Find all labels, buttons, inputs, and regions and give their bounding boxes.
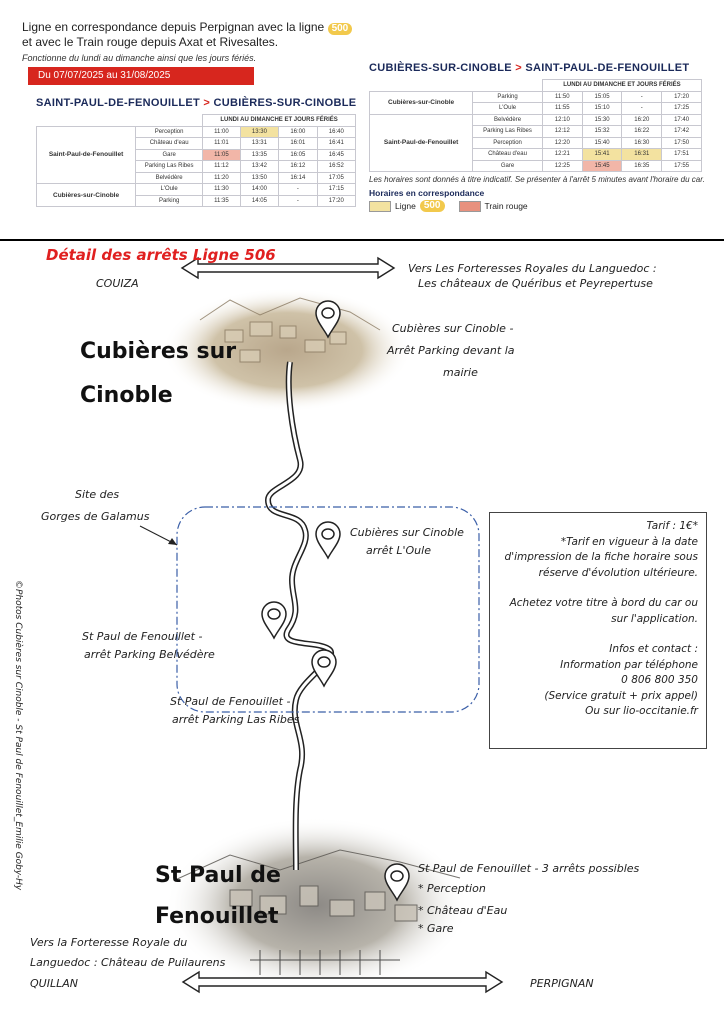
stop-name: Perception xyxy=(136,126,203,138)
time-cell: 16:01 xyxy=(279,138,317,150)
stop-group-name: Saint-Paul-de-Fenouillet xyxy=(37,126,136,184)
info-line: 0 806 800 350 xyxy=(621,674,698,686)
label-forteresses-2: Les châteaux de Quéribus et Peyrepertuse xyxy=(418,277,653,290)
time-cell: 16:05 xyxy=(279,149,317,161)
time-cell: 16:20 xyxy=(622,114,662,126)
label-perpignan: PERPIGNAN xyxy=(530,977,594,990)
info-box xyxy=(489,512,707,749)
time-cell: 16:00 xyxy=(279,126,317,138)
map-pin-icon xyxy=(312,650,336,686)
time-cell: 11:35 xyxy=(203,195,241,207)
time-cell: - xyxy=(622,91,662,103)
time-cell: 16:12 xyxy=(279,161,317,173)
stop-parking-label-2: Arrêt Parking devant la xyxy=(387,344,515,357)
time-cell: 15:40 xyxy=(582,137,622,149)
stop-oule-label-1: Cubières sur Cinoble xyxy=(350,526,464,539)
time-cell: 11:00 xyxy=(203,126,241,138)
stop-belvedere-label-1: St Paul de Fenouillet - xyxy=(82,630,203,643)
info-line: Achetez votre titre à bord du car ou xyxy=(509,597,698,609)
stop-name: Gare xyxy=(473,160,543,172)
info-line: (Service gratuit + prix appel) xyxy=(544,689,698,702)
intro-line-2: et avec le Train rouge depuis Axat et Rivesaltes. xyxy=(22,35,279,49)
info-line: sur l'application. xyxy=(611,612,698,625)
time-cell: 16:31 xyxy=(622,149,662,161)
stop-parking-label-3: mairie xyxy=(443,366,478,379)
time-cell: 14:00 xyxy=(240,184,278,196)
intro-note: Fonctionne du lundi au dimanche ainsi que les jours fériés. xyxy=(22,53,257,63)
time-cell: 11:20 xyxy=(203,172,241,184)
time-cell: 14:05 xyxy=(240,195,278,207)
stop-name: Parking xyxy=(473,91,543,103)
stop-lasribes-label-2: arrêt Parking Las Ribes xyxy=(172,713,300,726)
date-range-bar: Du 07/07/2025 au 31/08/2025 xyxy=(28,67,254,85)
label-quillan: QUILLAN xyxy=(30,977,78,990)
stop-name: Château d'eau xyxy=(136,138,203,150)
time-cell: 17:05 xyxy=(317,172,355,184)
st-paul-title-2: Fenouillet xyxy=(155,904,279,929)
time-cell: 15:41 xyxy=(582,149,622,161)
time-cell: 13:42 xyxy=(240,161,278,173)
time-cell: 13:31 xyxy=(240,138,278,150)
stop-name: L'Oule xyxy=(136,184,203,196)
time-cell: 11:12 xyxy=(203,161,241,173)
time-cell: 11:01 xyxy=(203,138,241,150)
info-line: d'impression de la fiche horaire sous xyxy=(504,551,698,563)
gorges-label-1: Site des xyxy=(75,488,120,501)
time-cell: 13:30 xyxy=(240,126,278,138)
time-cell: 17:25 xyxy=(662,103,702,115)
time-cell: 17:42 xyxy=(662,126,702,138)
time-cell: 16:45 xyxy=(317,149,355,161)
cubieres-title-2: Cinoble xyxy=(80,383,173,408)
time-cell: 17:50 xyxy=(662,137,702,149)
stop-belvedere-label-2: arrêt Parking Belvédère xyxy=(84,648,215,661)
timetable-right-title: CUBIÈRES-SUR-CINOBLE > SAINT-PAUL-DE-FENOUILLET xyxy=(369,62,690,74)
info-line: *Tarif en vigueur à la date xyxy=(560,535,698,548)
st-paul-stops-title: St Paul de Fenouillet - 3 arrêts possibles xyxy=(418,862,640,875)
timetable-note: Les horaires sont donnés à titre indicatif. Se présenter à l'arrêt 5 minutes avant l'horaire du car. xyxy=(369,175,705,184)
legend-title: Horaires en correspondance xyxy=(369,188,485,198)
time-cell: 16:22 xyxy=(622,126,662,138)
time-cell: 16:41 xyxy=(317,138,355,150)
time-cell: 13:50 xyxy=(240,172,278,184)
cubieres-title-1: Cubières sur xyxy=(80,339,237,364)
label-forteresses-1: Vers Les Forteresses Royales du Languedoc : xyxy=(408,262,657,275)
timetable-header: LUNDI AU DIMANCHE ET JOURS FÉRIÉS xyxy=(542,80,701,92)
time-cell: 15:05 xyxy=(582,91,622,103)
time-cell: 17:20 xyxy=(317,195,355,207)
time-cell: 15:30 xyxy=(582,114,622,126)
time-cell: 17:40 xyxy=(662,114,702,126)
time-cell: 11:30 xyxy=(203,184,241,196)
time-cell: - xyxy=(279,195,317,207)
st-paul-title-1: St Paul de xyxy=(155,863,281,888)
stop-name: Belvédère xyxy=(473,114,543,126)
stop-group-name: Saint-Paul-de-Fenouillet xyxy=(370,114,473,172)
legend-train-rouge: Train rouge xyxy=(459,200,528,212)
info-line: réserve d'évolution ultérieure. xyxy=(538,566,698,579)
time-cell: 15:10 xyxy=(582,103,622,115)
time-cell: 16:52 xyxy=(317,161,355,173)
stop-oule-label-2: arrêt L'Oule xyxy=(366,544,431,557)
time-cell: 16:14 xyxy=(279,172,317,184)
intro-line-1: Ligne en correspondance depuis Perpignan avec la ligne 500 xyxy=(22,20,362,35)
info-line: Tarif : 1€* xyxy=(646,520,698,532)
time-cell: 13:35 xyxy=(240,149,278,161)
info-line: Infos et contact : xyxy=(609,643,698,655)
stop-name: Perception xyxy=(473,137,543,149)
stop-name: Belvédère xyxy=(136,172,203,184)
info-line xyxy=(498,627,698,642)
info-line: Information par téléphone xyxy=(560,658,698,671)
time-cell: 16:35 xyxy=(622,160,662,172)
info-line xyxy=(498,581,698,596)
legend-line-500: Ligne 500 xyxy=(369,200,445,212)
time-cell: 15:45 xyxy=(582,160,622,172)
gorges-label-2: Gorges de Galamus xyxy=(41,510,150,523)
time-cell: 12:10 xyxy=(542,114,582,126)
stop-name: Parking xyxy=(136,195,203,207)
time-cell: 11:05 xyxy=(203,149,241,161)
st-paul-stop-gare: * Gare xyxy=(418,922,454,935)
map-pin-icon xyxy=(262,602,286,638)
time-cell: 17:15 xyxy=(317,184,355,196)
stop-name: L'Oule xyxy=(473,103,543,115)
time-cell: 12:12 xyxy=(542,126,582,138)
time-cell: - xyxy=(622,103,662,115)
info-line: Ou sur lio-occitanie.fr xyxy=(585,705,698,717)
stop-group-name: Cubières-sur-Cinoble xyxy=(370,91,473,114)
timetable-header: LUNDI AU DIMANCHE ET JOURS FÉRIÉS xyxy=(203,115,356,127)
stop-parking-label-1: Cubières sur Cinoble - xyxy=(392,322,514,335)
map-title: Détail des arrêts Ligne 506 xyxy=(46,246,276,264)
time-cell: 17:51 xyxy=(662,149,702,161)
st-paul-stop-perception: * Perception xyxy=(418,882,486,895)
stop-lasribes-label-1: St Paul de Fenouillet - xyxy=(170,695,291,708)
stop-name: Château d'eau xyxy=(473,149,543,161)
stop-name: Gare xyxy=(136,149,203,161)
timetable-left-title: SAINT-PAUL-DE-FENOUILLET > CUBIÈRES-SUR-CINOBLE xyxy=(36,97,357,109)
stop-name: Parking Las Ribes xyxy=(136,161,203,173)
time-cell: - xyxy=(279,184,317,196)
puilaurens-label-2: Languedoc : Château de Puilaurens xyxy=(30,956,226,969)
photo-credit: ©Photos Cubières sur Cinoble - St Paul de Fenouillet_Emilie Goby-Hy xyxy=(13,580,23,891)
label-couiza: COUIZA xyxy=(96,277,139,290)
st-paul-stop-chateau-eau: * Château d'Eau xyxy=(418,904,508,917)
puilaurens-label-1: Vers la Forteresse Royale du xyxy=(30,936,188,949)
time-cell: 17:55 xyxy=(662,160,702,172)
stop-group-name: Cubières-sur-Cinoble xyxy=(37,184,136,207)
time-cell: 15:32 xyxy=(582,126,622,138)
time-cell: 12:25 xyxy=(542,160,582,172)
time-cell: 16:40 xyxy=(317,126,355,138)
time-cell: 11:50 xyxy=(542,91,582,103)
map-pin-icon xyxy=(316,522,340,558)
time-cell: 12:21 xyxy=(542,149,582,161)
stop-name: Parking Las Ribes xyxy=(473,126,543,138)
time-cell: 12:20 xyxy=(542,137,582,149)
time-cell: 17:20 xyxy=(662,91,702,103)
line-500-badge: 500 xyxy=(328,23,353,35)
time-cell: 16:30 xyxy=(622,137,662,149)
time-cell: 11:55 xyxy=(542,103,582,115)
